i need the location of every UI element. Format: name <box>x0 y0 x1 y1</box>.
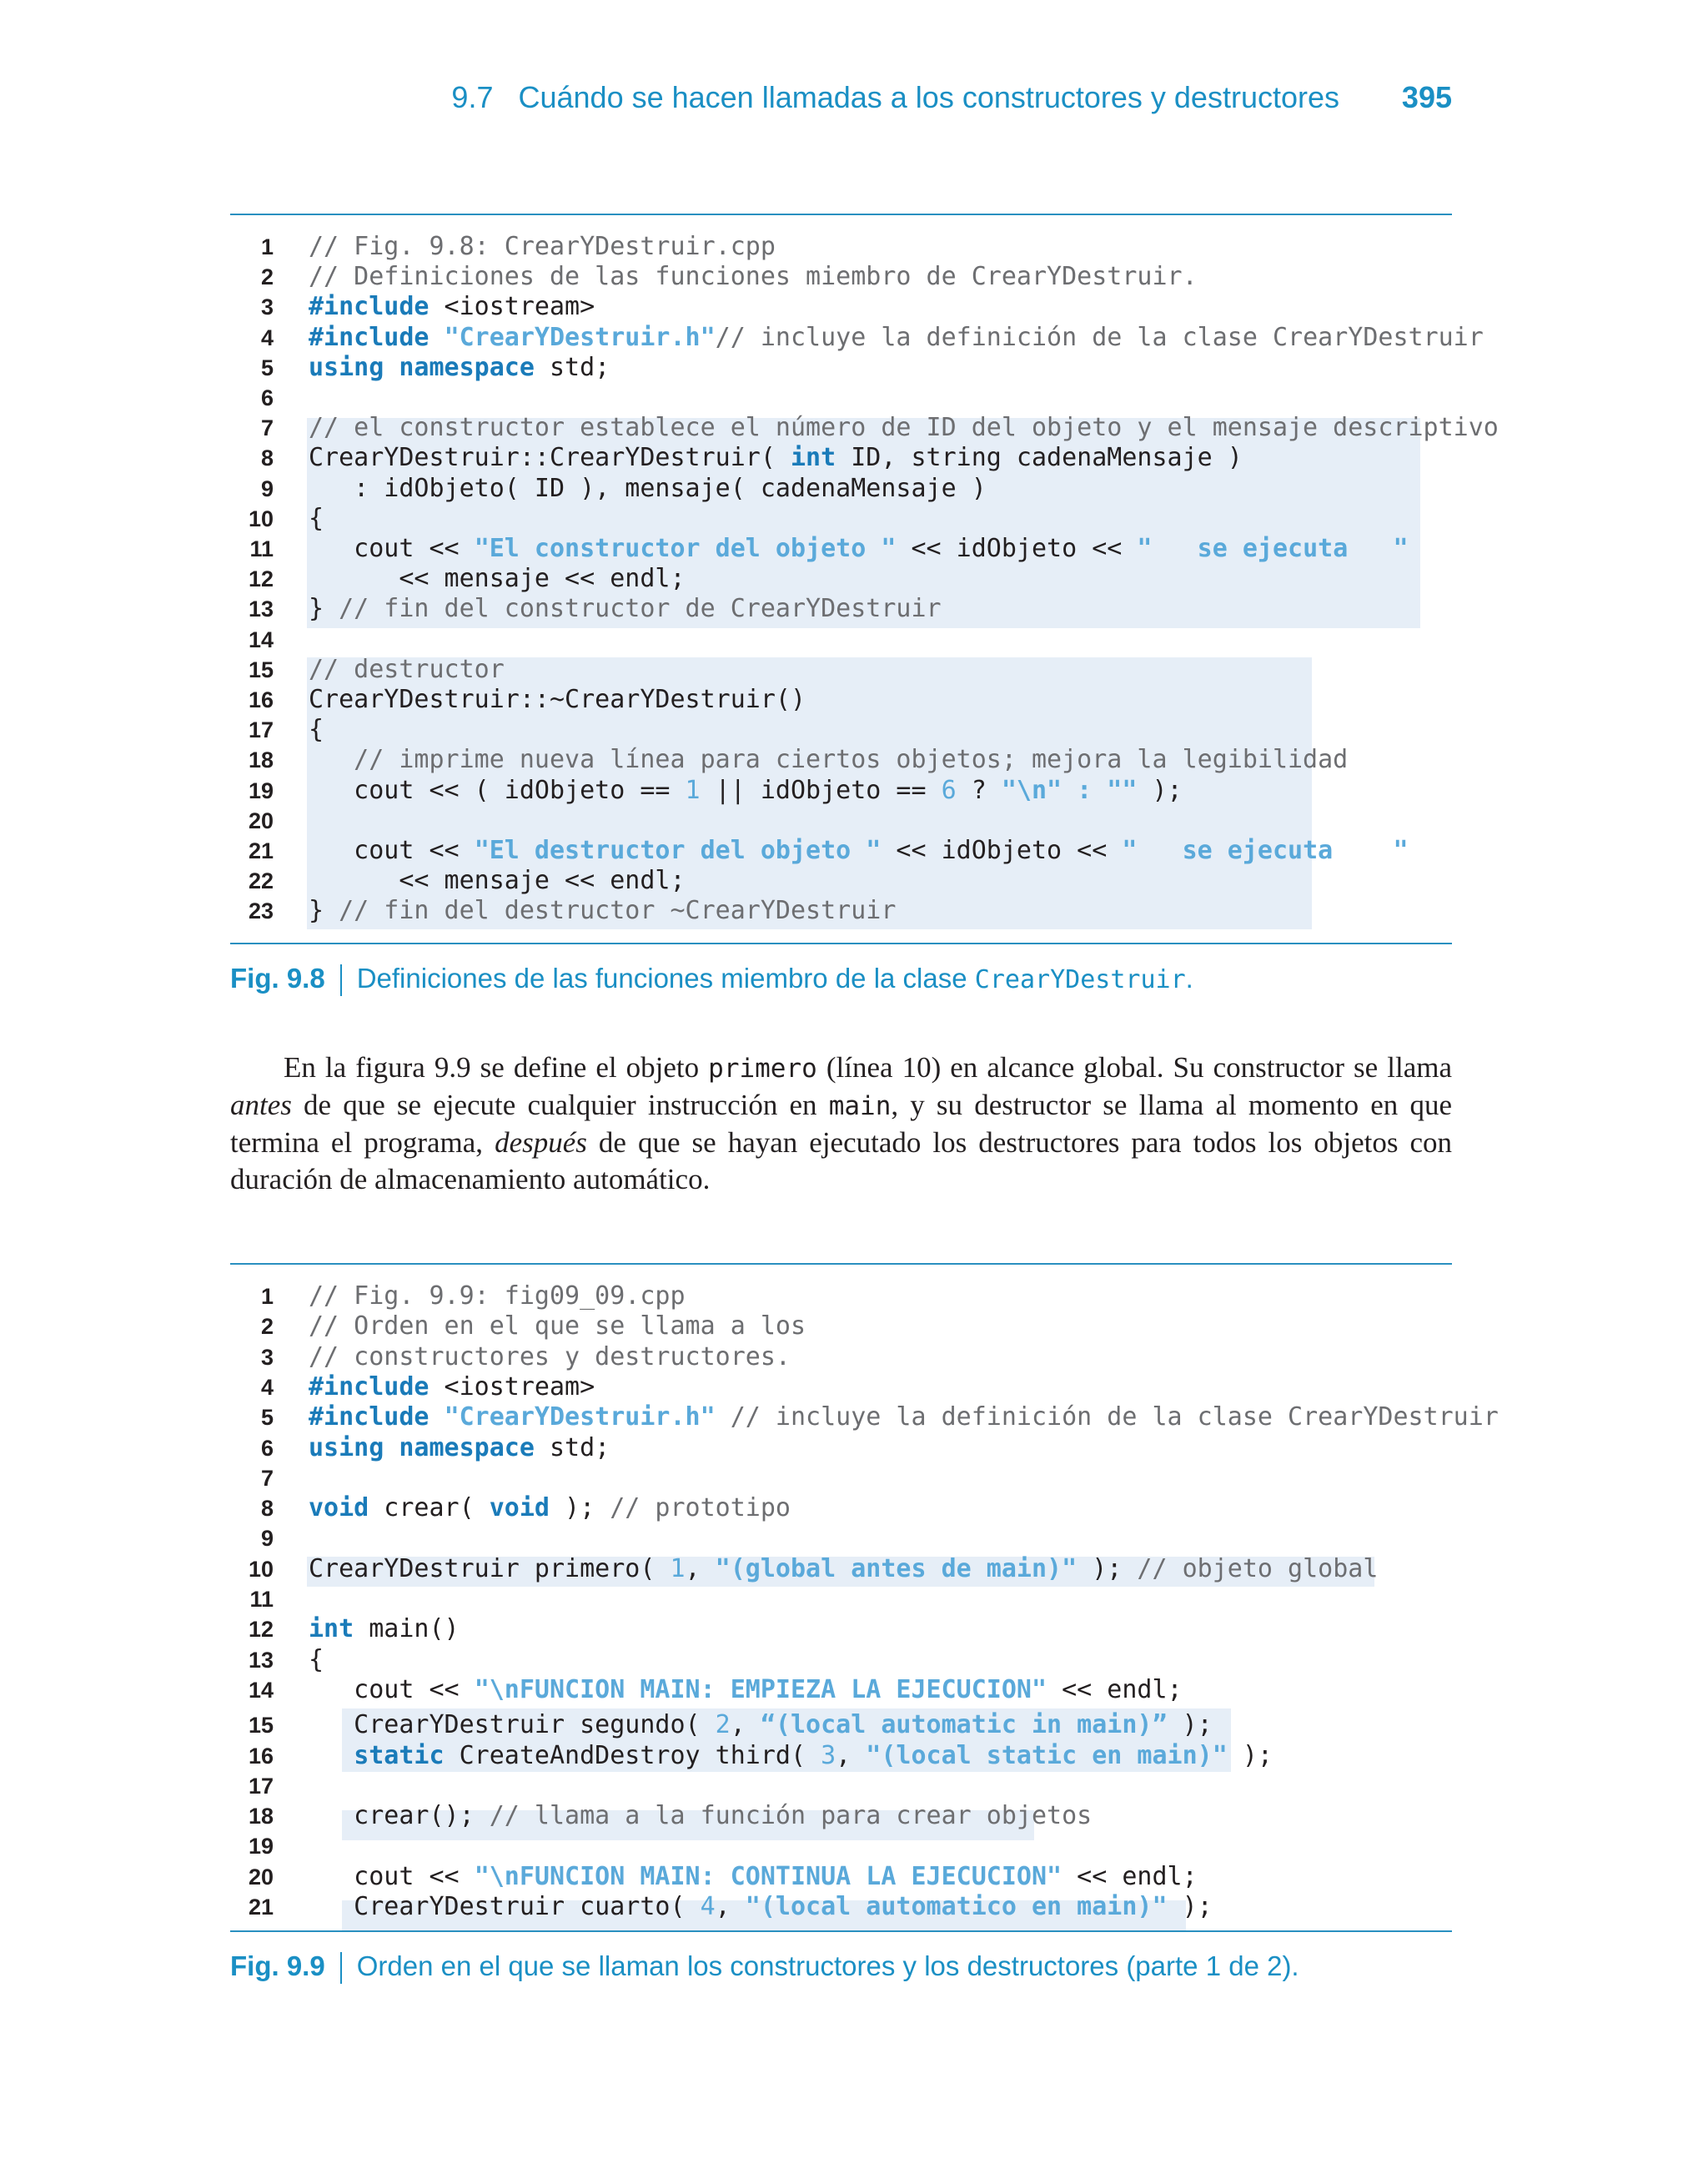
code-line <box>230 1645 1452 1675</box>
code-line <box>230 474 1452 504</box>
code-line <box>230 1311 1452 1341</box>
caption-text: Definiciones de las funciones miembro de la clase <box>356 963 975 994</box>
code-text: : idObjeto( ID ), mensaje( cadenaMensaje ) <box>309 473 987 503</box>
code-line <box>230 776 1452 806</box>
code-line <box>230 232 1452 262</box>
code-text: CrearYDestruir segundo( 2, “(local automatic in main)” ); <box>309 1710 1213 1739</box>
code-line <box>230 322 1484 353</box>
code-text: // destructor <box>309 654 505 684</box>
code-line <box>230 715 1452 745</box>
code-text: int main() <box>309 1614 460 1643</box>
line-number: 2 <box>260 1314 274 1339</box>
line-number: 1 <box>260 1284 274 1309</box>
code-line <box>230 1862 1452 1892</box>
code-text: using namespace std; <box>309 1433 610 1462</box>
code-text: CrearYDestruir::~CrearYDestruir() <box>309 685 806 714</box>
line-number: 12 <box>248 566 274 592</box>
code-line <box>230 625 1452 655</box>
code-line <box>230 1372 1452 1402</box>
line-number: 23 <box>248 898 274 924</box>
code-listing-fig-9-8 <box>230 232 1499 931</box>
code-line <box>230 1342 1452 1372</box>
code-line <box>230 896 1452 926</box>
code-text: // el constructor establece el número de ID del objeto y el mensaje descriptivo <box>309 413 1499 443</box>
code-text: << mensaje << endl; <box>309 564 686 594</box>
code-text: // imprime nueva línea para ciertos objetos; mejora la legibilidad <box>309 745 1349 775</box>
code-text: #include "CrearYDestruir.h"// incluye la definición de la clase CrearYDestruir <box>309 322 1484 352</box>
line-number: 17 <box>248 717 274 743</box>
line-number: 1 <box>260 234 274 259</box>
code-line <box>230 1281 1452 1311</box>
line-number: 16 <box>248 1744 274 1769</box>
code-line <box>230 594 1452 624</box>
code-text: CrearYDestruir primero( 1, "(global antes de main)" ); // objeto global <box>309 1554 1379 1583</box>
code-text: << mensaje << endl; <box>309 866 686 896</box>
page-number: 395 <box>1401 80 1452 114</box>
line-number: 9 <box>260 476 274 501</box>
code-text: // Definiciones de las funciones miembro de CrearYDestruir. <box>309 262 1198 292</box>
code-line <box>230 262 1452 292</box>
code-line <box>230 1584 1452 1614</box>
code-line <box>230 745 1452 775</box>
code-text: crear(); // llama a la función para crear objetos <box>309 1801 1093 1830</box>
line-number: 10 <box>248 506 274 531</box>
line-number: 18 <box>248 1804 274 1829</box>
code-line <box>230 836 1452 866</box>
code-text: static CreateAndDestroy third( 3, "(local static en main)" ); <box>354 1741 1273 1770</box>
listing2-top-rule <box>230 1263 1452 1265</box>
header-title: 9.7 Cuándo se hacen llamadas a los constructores y destructores <box>451 80 1339 114</box>
line-number: 6 <box>260 385 274 410</box>
code-line <box>230 1554 1452 1584</box>
code-text: using namespace std; <box>309 352 610 382</box>
line-number: 11 <box>249 1587 274 1612</box>
line-number: 15 <box>248 1713 274 1738</box>
caption-separator <box>340 964 342 996</box>
code-line <box>230 1831 1452 1861</box>
code-line <box>230 1402 1499 1432</box>
code-line <box>230 1771 1452 1801</box>
code-line <box>230 353 1452 383</box>
code-line <box>230 806 1452 836</box>
code-line <box>230 1801 1452 1831</box>
code-text: CrearYDestruir cuarto( 4, "(local automatico en main)" ); <box>309 1892 1213 1921</box>
line-number: 8 <box>260 1496 274 1521</box>
code-text: #include <iostream> <box>309 1372 595 1402</box>
code-line <box>230 1493 1452 1523</box>
code-text: cout << "\nFUNCION MAIN: CONTINUA LA EJECUCION" << endl; <box>309 1862 1198 1891</box>
listing2-bottom-rule <box>230 1930 1452 1932</box>
emphasis-antes: antes <box>230 1089 292 1121</box>
listing1-bottom-rule <box>230 943 1452 944</box>
code-line <box>230 1710 1452 1740</box>
line-number: 21 <box>248 1895 274 1920</box>
figure-label: Fig. 9.9 <box>230 1950 325 1981</box>
line-number: 19 <box>248 777 274 803</box>
code-line <box>230 1741 1452 1771</box>
line-number: 8 <box>260 445 274 471</box>
code-line <box>230 292 1452 322</box>
line-number: 20 <box>248 808 274 833</box>
line-number: 3 <box>260 294 274 320</box>
code-text: } // fin del constructor de CrearYDestruir <box>309 594 942 624</box>
line-number: 21 <box>248 838 274 863</box>
emphasis-despues: después <box>495 1126 587 1159</box>
code-line <box>230 866 1452 896</box>
line-number: 17 <box>248 1774 274 1799</box>
line-number: 10 <box>248 1557 274 1582</box>
code-line <box>230 685 1452 715</box>
line-number: 18 <box>248 747 274 773</box>
caption-end: . <box>1185 963 1193 994</box>
figure-label: Fig. 9.8 <box>230 963 325 994</box>
code-text: #include "CrearYDestruir.h" // incluye la definición de la clase CrearYDestruir <box>309 1402 1499 1432</box>
code-text: { <box>309 503 324 533</box>
code-line <box>230 1523 1452 1553</box>
line-number: 15 <box>248 657 274 682</box>
line-number: 5 <box>260 355 274 380</box>
line-number: 7 <box>260 1466 274 1491</box>
inline-code-primero: primero <box>708 1054 817 1084</box>
line-number: 14 <box>248 1678 274 1703</box>
code-text: // Fig. 9.9: fig09_09.cpp <box>309 1281 686 1311</box>
code-text: cout << "El constructor del objeto " << idObjeto << " se ejecuta " <box>309 534 1409 563</box>
code-text: cout << "El destructor del objeto " << idObjeto << " se ejecuta " <box>309 836 1409 865</box>
running-header <box>230 80 1452 122</box>
code-line <box>230 1433 1452 1463</box>
line-number: 3 <box>260 1345 274 1370</box>
line-number: 11 <box>249 536 274 561</box>
code-text: CrearYDestruir::CrearYDestruir( int ID, string cadenaMensaje ) <box>309 443 1243 473</box>
caption-separator <box>340 1952 342 1984</box>
line-number: 6 <box>260 1436 274 1461</box>
code-text: // Fig. 9.8: CrearYDestruir.cpp <box>309 232 776 261</box>
line-number: 9 <box>260 1526 274 1551</box>
code-text: { <box>309 1645 324 1674</box>
code-line <box>230 655 1452 685</box>
line-number: 19 <box>248 1834 274 1859</box>
code-line <box>230 1614 1452 1644</box>
line-number: 4 <box>260 325 274 350</box>
code-line <box>230 383 1452 413</box>
figure-caption-9-9 <box>230 1950 1452 1987</box>
code-line <box>230 504 1452 534</box>
line-number: 4 <box>260 1375 274 1400</box>
line-number: 13 <box>248 596 274 622</box>
caption-code: CrearYDestruir <box>974 965 1186 994</box>
line-number: 20 <box>248 1864 274 1890</box>
line-number: 14 <box>248 627 274 652</box>
code-line <box>230 564 1452 594</box>
code-line <box>230 1892 1452 1922</box>
code-text: void crear( void ); // prototipo <box>309 1493 791 1522</box>
line-number: 22 <box>248 868 274 894</box>
code-text: } // fin del destructor ~CrearYDestruir <box>309 896 897 926</box>
code-text: cout << "\nFUNCION MAIN: EMPIEZA LA EJECUCION" << endl; <box>309 1675 1183 1704</box>
code-listing-fig-9-9 <box>230 1281 1499 1924</box>
code-line <box>230 1463 1452 1493</box>
code-text: cout << ( idObjeto == 1 || idObjeto == 6 ? "\n" : "" ); <box>309 775 1183 805</box>
line-number: 13 <box>248 1648 274 1673</box>
code-line <box>230 1675 1452 1705</box>
line-number: 12 <box>248 1617 274 1642</box>
code-line <box>230 534 1452 564</box>
code-text: // Orden en el que se llama a los <box>309 1311 806 1341</box>
inline-code-main: main <box>828 1091 892 1121</box>
figure-caption-9-8 <box>230 963 1452 999</box>
line-number: 16 <box>248 687 274 712</box>
line-number: 5 <box>260 1405 274 1430</box>
body-paragraph: En la figura 9.9 se define el objeto primero (línea 10) en alcance global. Su constructor se llama antes de que se ejecute cualquier instrucción en main, y su destructor se llama al momento en que termina el programa, después de que se hayan ejecutado los destructores para todos los objetos con duración de almacenamiento automático. <box>230 1051 1452 1195</box>
code-line <box>230 443 1452 473</box>
code-text: #include <iostream> <box>309 292 595 322</box>
code-text: // constructores y destructores. <box>309 1342 791 1371</box>
listing1-top-rule <box>230 214 1452 215</box>
line-number: 7 <box>260 415 274 441</box>
line-number: 2 <box>260 264 274 290</box>
code-line <box>230 413 1499 443</box>
code-text: { <box>309 715 324 745</box>
caption-text: Orden en el que se llaman los constructores y los destructores (parte 1 de 2). <box>356 1950 1299 1981</box>
